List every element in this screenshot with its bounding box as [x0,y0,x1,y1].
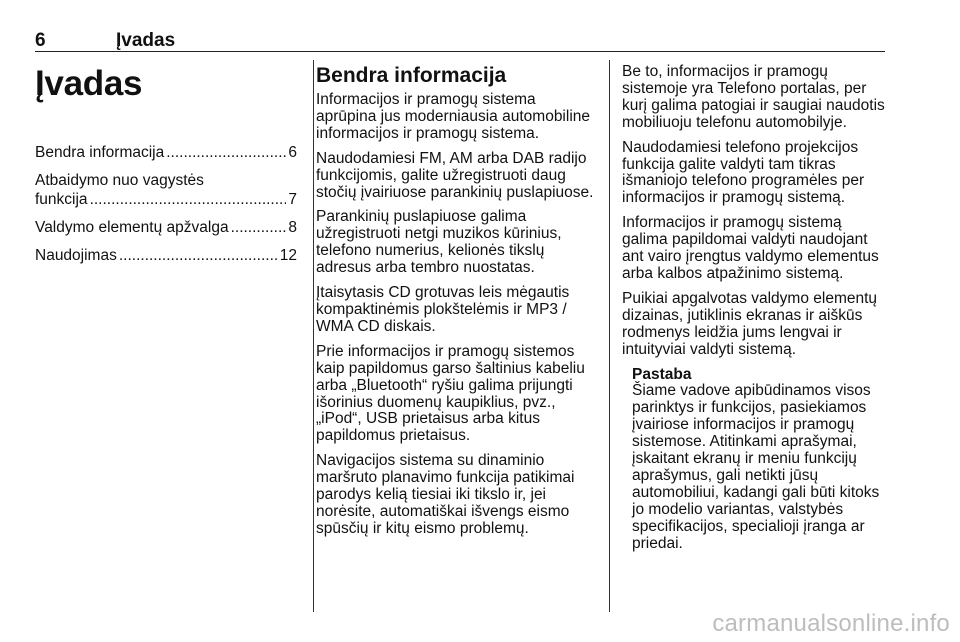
toc-leader [166,143,286,162]
running-title: Įvadas [116,30,176,51]
toc-entry-title: Valdymo elementų apžvalga [35,219,229,236]
body-paragraph: Parankinių puslapiuose galima užregistruoti netgi muzikos kūrinius, telefono numerius, kelionės tikslų adresus arba tembro nuostatas. [316,208,562,277]
toc-entry[interactable] [35,171,297,209]
article-column-2 [316,64,594,546]
page-header [35,30,885,56]
section-title: Įvadas [35,64,143,103]
body-paragraph: Puikiai apgalvotas valdymo elementų dizainas, jutiklinis ekranas ir aiškūs rodmenys leidžia jums lengvai ir intuityviai valdyti sistemą. [622,289,878,358]
toc-entry-page: 12 [279,247,297,264]
toc-entry-title: Naudojimas [35,247,117,264]
toc-entry[interactable] [35,246,297,265]
body-paragraph: Navigacijos sistema su dinaminio maršruto planavimo funkcija patikimai parodys kelią tiesiai iki tikslo ir, jei norėsite, automatiškai išvengs eismo spūsčių ir kitų eismo problemų. [316,452,575,537]
toc-entry-title: Bendra informacija [35,144,165,161]
toc-entry-title-line2: funkcija [35,191,88,208]
note-box [632,367,887,553]
toc-leader [231,218,287,237]
toc-leader [90,190,287,209]
toc-entry-page: 6 [288,144,297,161]
body-paragraph: Be to, informacijos ir pramogų sistemoje yra Telefono portalas, per kurį galima patogiai ir saugiai naudotis mobiliuoju telefonu automobilyje. [622,63,885,131]
table-of-contents [35,143,297,265]
toc-column [35,60,297,274]
column-divider [609,60,610,612]
body-paragraph: Informacijos ir pramogų sistema aprūpina jus moderniausia automobiline informacijos ir pramogų sistema. [316,91,591,142]
body-paragraph: Naudodamiesi FM, AM arba DAB radijo funkcijomis, galite užregistruoti daug stočių įvairiuose parankinių puslapiuose. [316,149,594,201]
body-paragraph: Įtaisytasis CD grotuvas leis mėgautis kompaktinėmis plokštelėmis ir MP3 / WMA CD diskais. [316,284,570,335]
body-paragraph: Naudodamiesi telefono projekcijos funkcija galite valdyti tam tikras išmaniojo telefono programėles per informacijos ir pramogų sistemą. [622,138,865,207]
toc-entry-title-line1: Atbaidymo nuo vagystės [35,172,204,189]
header-rule [35,51,885,52]
note-title: Pastaba [632,365,692,383]
toc-leader [119,246,278,265]
toc-entry[interactable] [35,218,297,237]
body-paragraph: Prie informacijos ir pramogų sistemos kaip papildomus garso šaltinius kabeliu arba „Bluetooth“ ryšiu galima prijungti išorinius duomenų kaupiklius, pvz., „iPod“, USB prietaisus arba kitus papildomus prietaisus. [316,342,585,445]
note-text: Šiame vadove apibūdinamos visos parinktys ir funkcijos, pasiekiamos įvairiose informacijos ir pramogų sistemose. Atitinkami aprašymai, įskaitant ekranų ir meniu funkcijų aprašymus, gali netikti jūsų automobiliui, kadangi gali būti kitoks jo modelio variantas, valstybės specifikacijos, specialioji įranga ar priedai. [632,382,880,552]
toc-entry[interactable] [35,143,297,162]
toc-entry-page: 8 [288,219,297,236]
toc-entry-page: 7 [288,191,297,208]
body-paragraph: Informacijos ir pramogų sistemą galima papildomai valdyti naudojant ant vairo įrengtus valdymo elementus arba kalbos atpažinimo sistemą. [622,214,879,282]
watermark: carmanualsonline.info [712,610,950,637]
article-column-3 [622,64,887,552]
article-heading: Bendra informacija [316,64,507,87]
page-number: 6 [35,30,46,51]
column-divider [313,60,314,612]
